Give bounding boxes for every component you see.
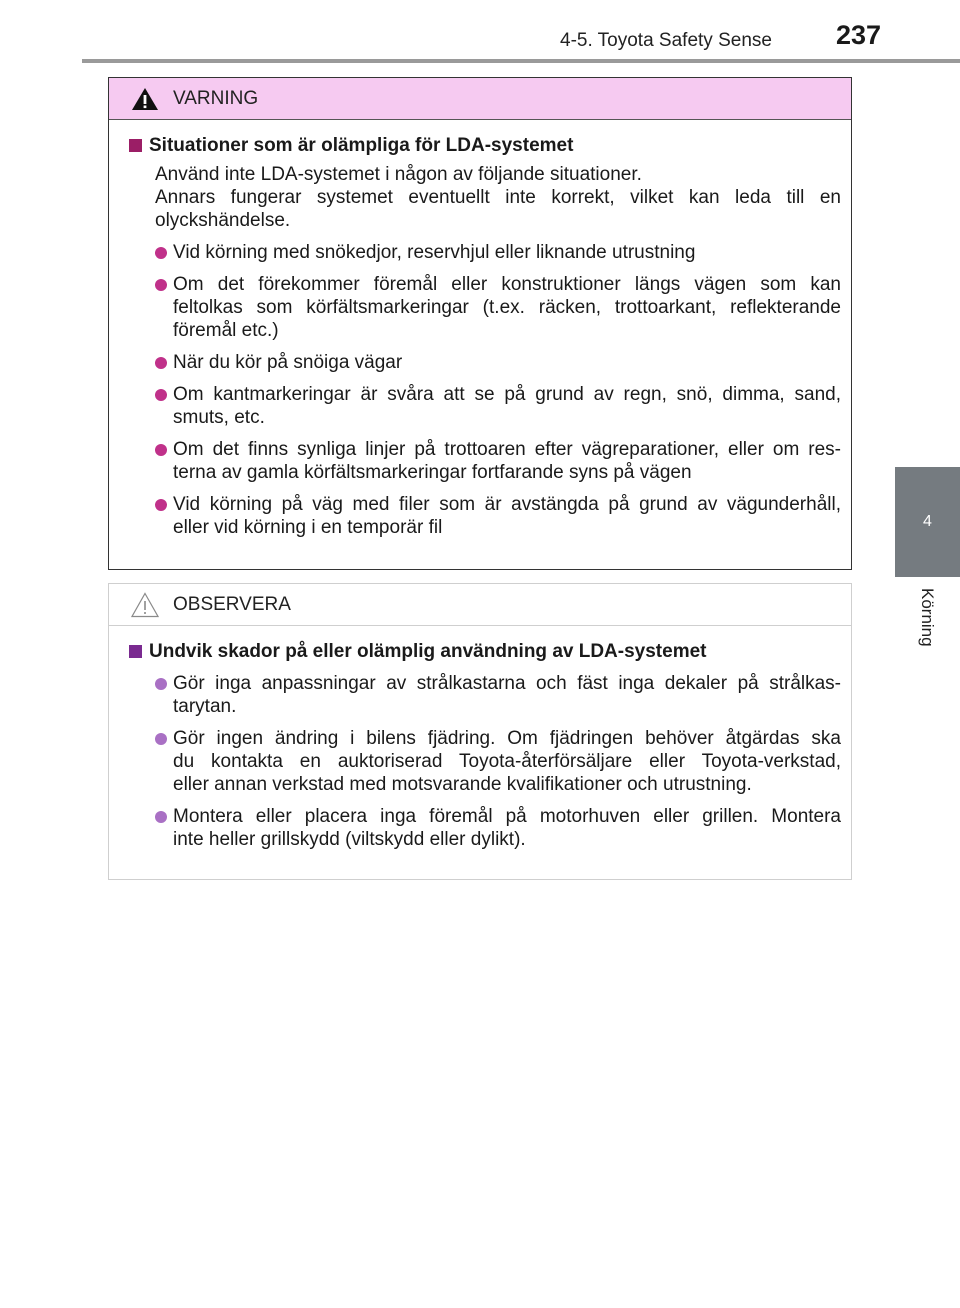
bullet-dot-icon: [155, 357, 167, 369]
list-item: [155, 493, 841, 539]
list-item: [155, 383, 841, 429]
list-item: [155, 273, 841, 342]
bullet-line: Vid körning på väg med filer som är avstängda på grund av vägunderhåll,: [173, 494, 841, 515]
list-item: [155, 351, 841, 374]
bullet-dot-icon: [155, 389, 167, 401]
square-bullet-icon: [129, 645, 142, 658]
warning-triangle-icon: [131, 87, 159, 111]
bullet-line: eller annan verkstad med motsvarande kvalifikationer och utrustning.: [173, 774, 752, 795]
bullet-line: Om det finns synliga linjer på trottoaren efter vägreparationer, eller om res-: [173, 439, 841, 460]
header-divider: [82, 59, 960, 63]
page-number: 237: [836, 20, 882, 50]
warning-heading-text: Situationer som är olämpliga för LDA-systemet: [149, 135, 574, 156]
list-item: [155, 805, 841, 851]
intro-line: Annars fungerar systemet eventuellt inte korrekt, vilket kan leda till en: [155, 187, 841, 208]
notice-title: OBSERVERA: [173, 593, 291, 615]
warning-title: VARNING: [173, 87, 259, 109]
bullet-line: Om det förekommer föremål eller konstruktioner längs vägen som kan: [173, 274, 841, 295]
warning-heading: [129, 134, 841, 157]
notice-box: [108, 583, 852, 880]
bullet-dot-icon: [155, 678, 167, 690]
warning-header: [109, 78, 851, 120]
notice-heading: [129, 640, 841, 663]
bullet-line: feltolkas som körfältsmarkeringar (t.ex. räcken, trottoarkant, reflekterande: [173, 297, 841, 318]
bullet-dot-icon: [155, 279, 167, 291]
bullet-line: smuts, etc.: [173, 407, 265, 428]
bullet-line: eller vid körning i en temporär fil: [173, 517, 443, 538]
notice-heading-text: Undvik skador på eller olämplig användning av LDA-systemet: [149, 641, 707, 662]
warning-intro: [155, 163, 841, 232]
notice-body: [109, 626, 851, 851]
caution-triangle-icon: [131, 592, 159, 618]
list-item: [155, 241, 841, 264]
warning-box: [108, 77, 852, 570]
bullet-line: Vid körning med snökedjor, reservhjul eller liknande utrustning: [173, 242, 696, 263]
chapter-label: Körning: [918, 588, 937, 647]
bullet-line: tarytan.: [173, 696, 237, 717]
bullet-line: föremål etc.): [173, 320, 279, 341]
square-bullet-icon: [129, 139, 142, 152]
bullet-dot-icon: [155, 247, 167, 259]
bullet-dot-icon: [155, 444, 167, 456]
intro-line: Använd inte LDA-systemet i någon av följande situationer.: [155, 164, 642, 185]
bullet-line: Montera eller placera inga föremål på motorhuven eller grillen. Montera: [173, 806, 841, 827]
bullet-dot-icon: [155, 811, 167, 823]
list-item: [155, 672, 841, 718]
section-title: 4-5. Toyota Safety Sense: [560, 30, 772, 51]
bullet-line: terna av gamla körfältsmarkeringar fortfarande syns på vägen: [173, 462, 692, 483]
intro-line: olyckshändelse.: [155, 210, 291, 231]
list-item: [155, 727, 841, 796]
notice-header: [109, 584, 851, 626]
bullet-dot-icon: [155, 499, 167, 511]
bullet-line: Gör inga anpassningar av strålkastarna och fäst inga dekaler på strålkas-: [173, 673, 841, 694]
list-item: [155, 438, 841, 484]
bullet-line: du kontakta en auktoriserad Toyota-återförsäljare eller Toyota-verkstad,: [173, 751, 841, 772]
bullet-line: Om kantmarkeringar är svåra att se på grund av regn, snö, dimma, sand,: [173, 384, 841, 405]
warning-body: [109, 120, 851, 539]
bullet-line: När du kör på snöiga vägar: [173, 352, 403, 373]
bullet-line: inte heller grillskydd (viltskydd eller dylikt).: [173, 829, 526, 850]
chapter-tab[interactable]: 4: [895, 467, 960, 577]
bullet-line: Gör ingen ändring i bilens fjädring. Om fjädringen behöver åtgärdas ska: [173, 728, 841, 749]
bullet-dot-icon: [155, 733, 167, 745]
